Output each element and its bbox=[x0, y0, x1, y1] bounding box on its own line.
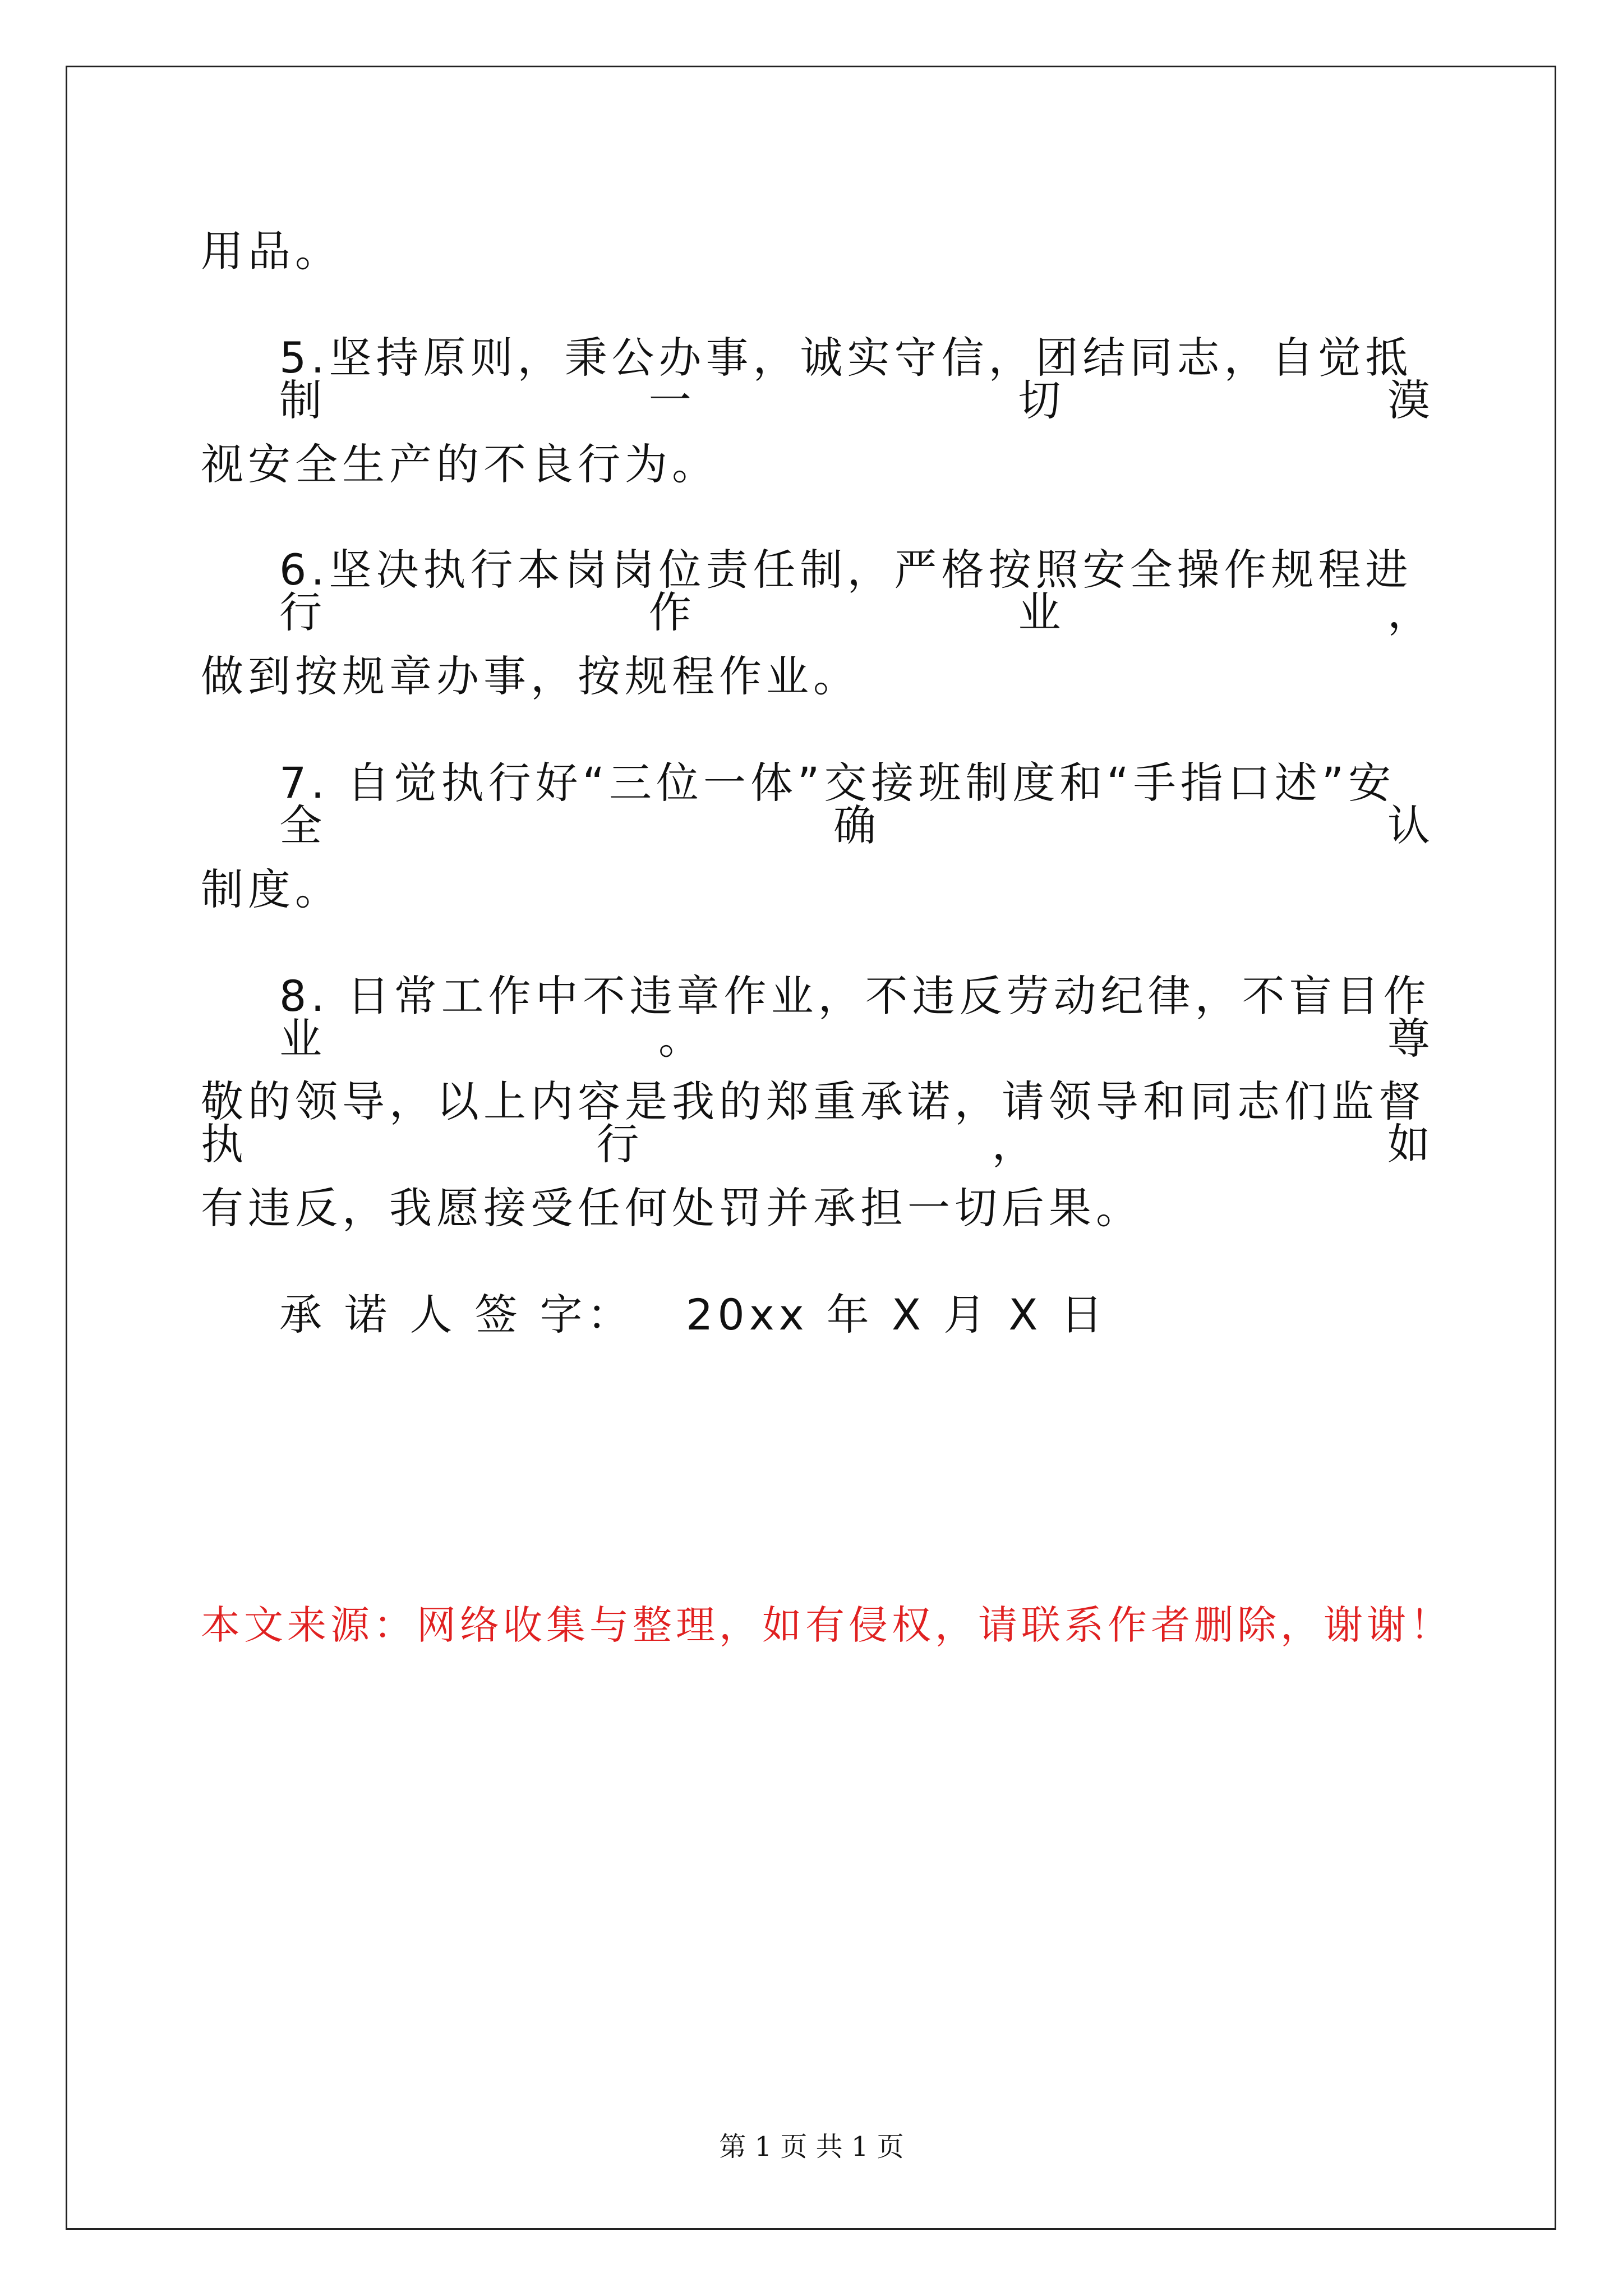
paragraph-line: 制度。 bbox=[201, 864, 342, 914]
paragraph-line: 有违反，我愿接受任何处罚并承担一切后果。 bbox=[201, 1183, 1143, 1233]
paragraph-line: 6.坚决执行本岗岗位责任制，严格按照安全操作规程进行作业， bbox=[279, 545, 1435, 637]
paragraph-line: 做到按规章办事，按规程作业。 bbox=[201, 651, 860, 701]
page-footer: 第 1 页 共 1 页 bbox=[719, 2131, 904, 2162]
paragraph-line: 8. 日常工作中不违章作业，不违反劳动纪律，不盲目作业。 尊 bbox=[279, 971, 1435, 1064]
signature-line bbox=[279, 1290, 1108, 1340]
paragraph-line: 用品。 bbox=[201, 226, 342, 276]
paragraph-line: 7. 自觉执行好“三位一体”交接班制度和“手指口述”安全确认 bbox=[279, 758, 1435, 850]
signature-label: 承 诺 人 签 字： bbox=[279, 1290, 634, 1340]
paragraph-line: 敬的领导，以上内容是我的郑重承诺，请领导和同志们监督执行，如 bbox=[201, 1076, 1435, 1169]
paragraph-line: 5.坚持原则，秉公办事，诚实守信，团结同志，自觉抵制一切漠 bbox=[279, 333, 1435, 425]
source-note: 本文来源：网络收集与整理，如有侵权，请联系作者删除，谢谢！ bbox=[201, 1602, 1453, 1648]
paragraph-line: 视安全生产的不良行为。 bbox=[201, 439, 719, 489]
signature-date: 20xx 年 X 月 X 日 bbox=[685, 1290, 1108, 1340]
